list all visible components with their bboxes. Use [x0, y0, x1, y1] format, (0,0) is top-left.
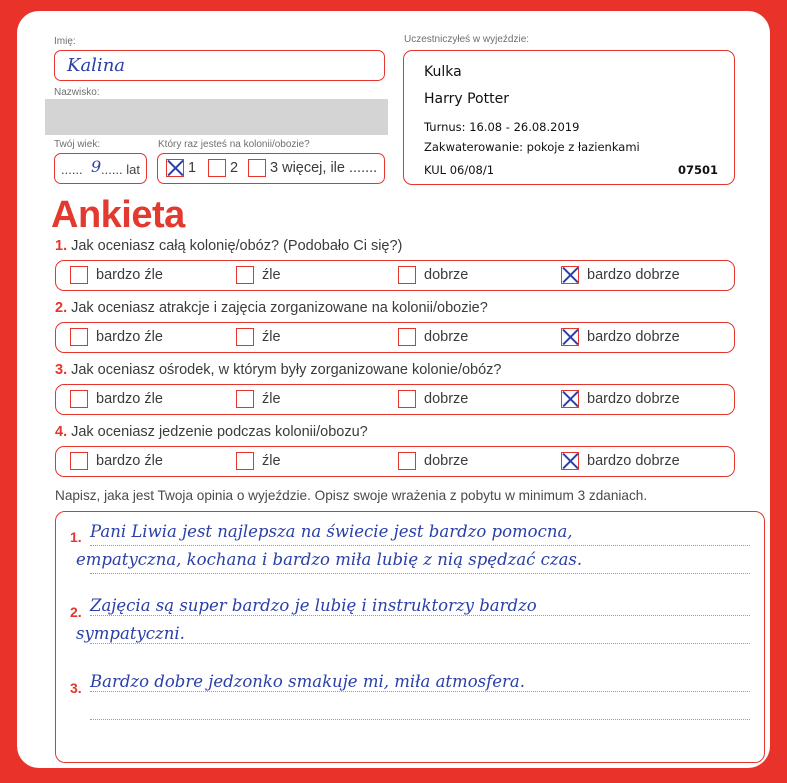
option-checkbox[interactable]	[398, 452, 416, 470]
option-checkbox[interactable]	[398, 328, 416, 346]
option-label: bardzo dobrze	[587, 391, 680, 407]
option-label: bardzo źle	[96, 391, 163, 407]
question-1-text: Jak oceniasz całą kolonię/obóz? (Podobało Ci się?)	[71, 238, 403, 254]
question-4-option-2[interactable]	[236, 452, 281, 470]
times-checkbox-2[interactable]	[208, 159, 226, 177]
option-checkbox[interactable]	[561, 390, 579, 408]
trip-card	[403, 50, 735, 185]
option-label: źle	[262, 329, 281, 345]
option-checkbox[interactable]	[236, 452, 254, 470]
question-1-option-4[interactable]	[561, 266, 680, 284]
question-3-text: Jak oceniasz ośrodek, w którym były zorganizowane kolonie/obóz?	[71, 362, 502, 378]
question-1-options	[55, 260, 735, 291]
opinion-prompt: Napisz, jaka jest Twoja opinia o wyjeździe. Opisz swoje wrażenia z pobytu w minimum 3 zdaniach.	[55, 488, 648, 503]
question-4-number: 4.	[55, 424, 68, 440]
question-4-options	[55, 446, 735, 477]
option-label: dobrze	[424, 329, 469, 345]
option-checkbox[interactable]	[70, 452, 88, 470]
option-checkbox[interactable]	[561, 266, 579, 284]
surname-label: Nazwisko:	[54, 87, 100, 98]
question-4-option-1[interactable]	[70, 452, 163, 470]
times-option-1-label: 1	[188, 160, 197, 176]
answer-3-number: 3.	[70, 680, 82, 696]
times-option-3[interactable]	[248, 159, 377, 177]
question-2-option-3[interactable]	[398, 328, 468, 346]
option-label: dobrze	[424, 391, 469, 407]
times-label: Który raz jesteś na kolonii/obozie?	[158, 139, 310, 150]
answer-1-number: 1.	[70, 529, 82, 545]
age-suffix: ...... lat	[101, 162, 141, 177]
times-option-2[interactable]	[208, 159, 238, 177]
option-checkbox[interactable]	[70, 266, 88, 284]
answer-3-line-1: Bardzo dobre jedzonko smakuje mi, miła atmosfera.	[90, 672, 525, 691]
survey-sheet	[17, 11, 770, 768]
question-3	[55, 362, 501, 378]
question-2-options	[55, 322, 735, 353]
option-label: bardzo źle	[96, 453, 163, 469]
age-value: 9	[91, 157, 102, 176]
question-2-text: Jak oceniasz atrakcje i zajęcia zorganizowane na kolonii/obozie?	[71, 300, 488, 316]
option-label: bardzo dobrze	[587, 267, 680, 283]
age-field[interactable]	[54, 153, 147, 184]
answers-box[interactable]	[55, 511, 765, 763]
card-number: 07501	[678, 163, 719, 177]
question-3-option-3[interactable]	[398, 390, 468, 408]
question-3-option-2[interactable]	[236, 390, 281, 408]
option-label: dobrze	[424, 453, 469, 469]
dotted-line	[90, 615, 750, 616]
option-checkbox[interactable]	[398, 266, 416, 284]
question-3-number: 3.	[55, 362, 68, 378]
answer-2-number: 2.	[70, 604, 82, 620]
option-checkbox[interactable]	[70, 328, 88, 346]
age-label: Twój wiek:	[54, 139, 101, 150]
times-checkbox-3[interactable]	[248, 159, 266, 177]
question-1-number: 1.	[55, 238, 68, 254]
dotted-line	[90, 573, 750, 574]
option-label: bardzo źle	[96, 267, 163, 283]
times-field	[157, 153, 385, 184]
question-3-option-4[interactable]	[561, 390, 680, 408]
option-checkbox[interactable]	[70, 390, 88, 408]
question-2-number: 2.	[55, 300, 68, 316]
option-checkbox[interactable]	[236, 266, 254, 284]
question-2-option-4[interactable]	[561, 328, 680, 346]
question-2-option-2[interactable]	[236, 328, 281, 346]
answer-2-line-2: sympatyczni.	[76, 624, 185, 643]
option-label: dobrze	[424, 267, 469, 283]
option-checkbox[interactable]	[236, 328, 254, 346]
times-option-3-label: 3 więcej, ile .......	[270, 160, 378, 176]
option-checkbox[interactable]	[561, 328, 579, 346]
card-label: Uczestniczyłeś w wyjeździe:	[404, 34, 530, 45]
name-label: Imię:	[54, 36, 76, 47]
option-checkbox[interactable]	[561, 452, 579, 470]
card-code: KUL 06/08/1	[424, 163, 495, 177]
times-checkbox-1[interactable]	[166, 159, 184, 177]
question-4	[55, 424, 368, 440]
question-4-option-4[interactable]	[561, 452, 680, 470]
surname-redacted	[45, 99, 388, 135]
option-label: źle	[262, 267, 281, 283]
question-3-options	[55, 384, 735, 415]
option-checkbox[interactable]	[236, 390, 254, 408]
dotted-line	[90, 545, 750, 546]
option-checkbox[interactable]	[398, 390, 416, 408]
question-1-option-1[interactable]	[70, 266, 163, 284]
option-label: bardzo dobrze	[587, 329, 680, 345]
question-3-option-1[interactable]	[70, 390, 163, 408]
dotted-line	[90, 691, 750, 692]
option-label: źle	[262, 453, 281, 469]
card-line2: Harry Potter	[424, 91, 509, 107]
name-value: Kalina	[67, 55, 126, 76]
card-turnus: Turnus: 16.08 - 26.08.2019	[424, 120, 580, 134]
option-label: bardzo źle	[96, 329, 163, 345]
question-1	[55, 238, 402, 254]
question-2	[55, 300, 488, 316]
times-option-2-label: 2	[230, 160, 239, 176]
answer-2-line-1: Zajęcia są super bardzo je lubię i instruktorzy bardzo	[90, 596, 537, 615]
dotted-line	[90, 643, 750, 644]
question-1-option-3[interactable]	[398, 266, 468, 284]
answer-1-line-1: Pani Liwia jest najlepsza na świecie jest bardzo pomocna,	[90, 522, 573, 541]
answer-1-line-2: empatyczna, kochana i bardzo miła lubię z nią spędzać czas.	[76, 550, 583, 569]
question-4-option-3[interactable]	[398, 452, 468, 470]
card-accommodation: Zakwaterowanie: pokoje z łazienkami	[424, 140, 640, 154]
name-field[interactable]	[54, 50, 385, 81]
option-label: bardzo dobrze	[587, 453, 680, 469]
option-label: źle	[262, 391, 281, 407]
survey-title: Ankieta	[51, 194, 185, 236]
times-option-1[interactable]	[166, 159, 196, 177]
question-1-option-2[interactable]	[236, 266, 281, 284]
card-line1: Kulka	[424, 64, 462, 80]
question-4-text: Jak oceniasz jedzenie podczas kolonii/obozu?	[71, 424, 368, 440]
question-2-option-1[interactable]	[70, 328, 163, 346]
dotted-line	[90, 719, 750, 720]
age-prefix: ......	[61, 162, 83, 177]
